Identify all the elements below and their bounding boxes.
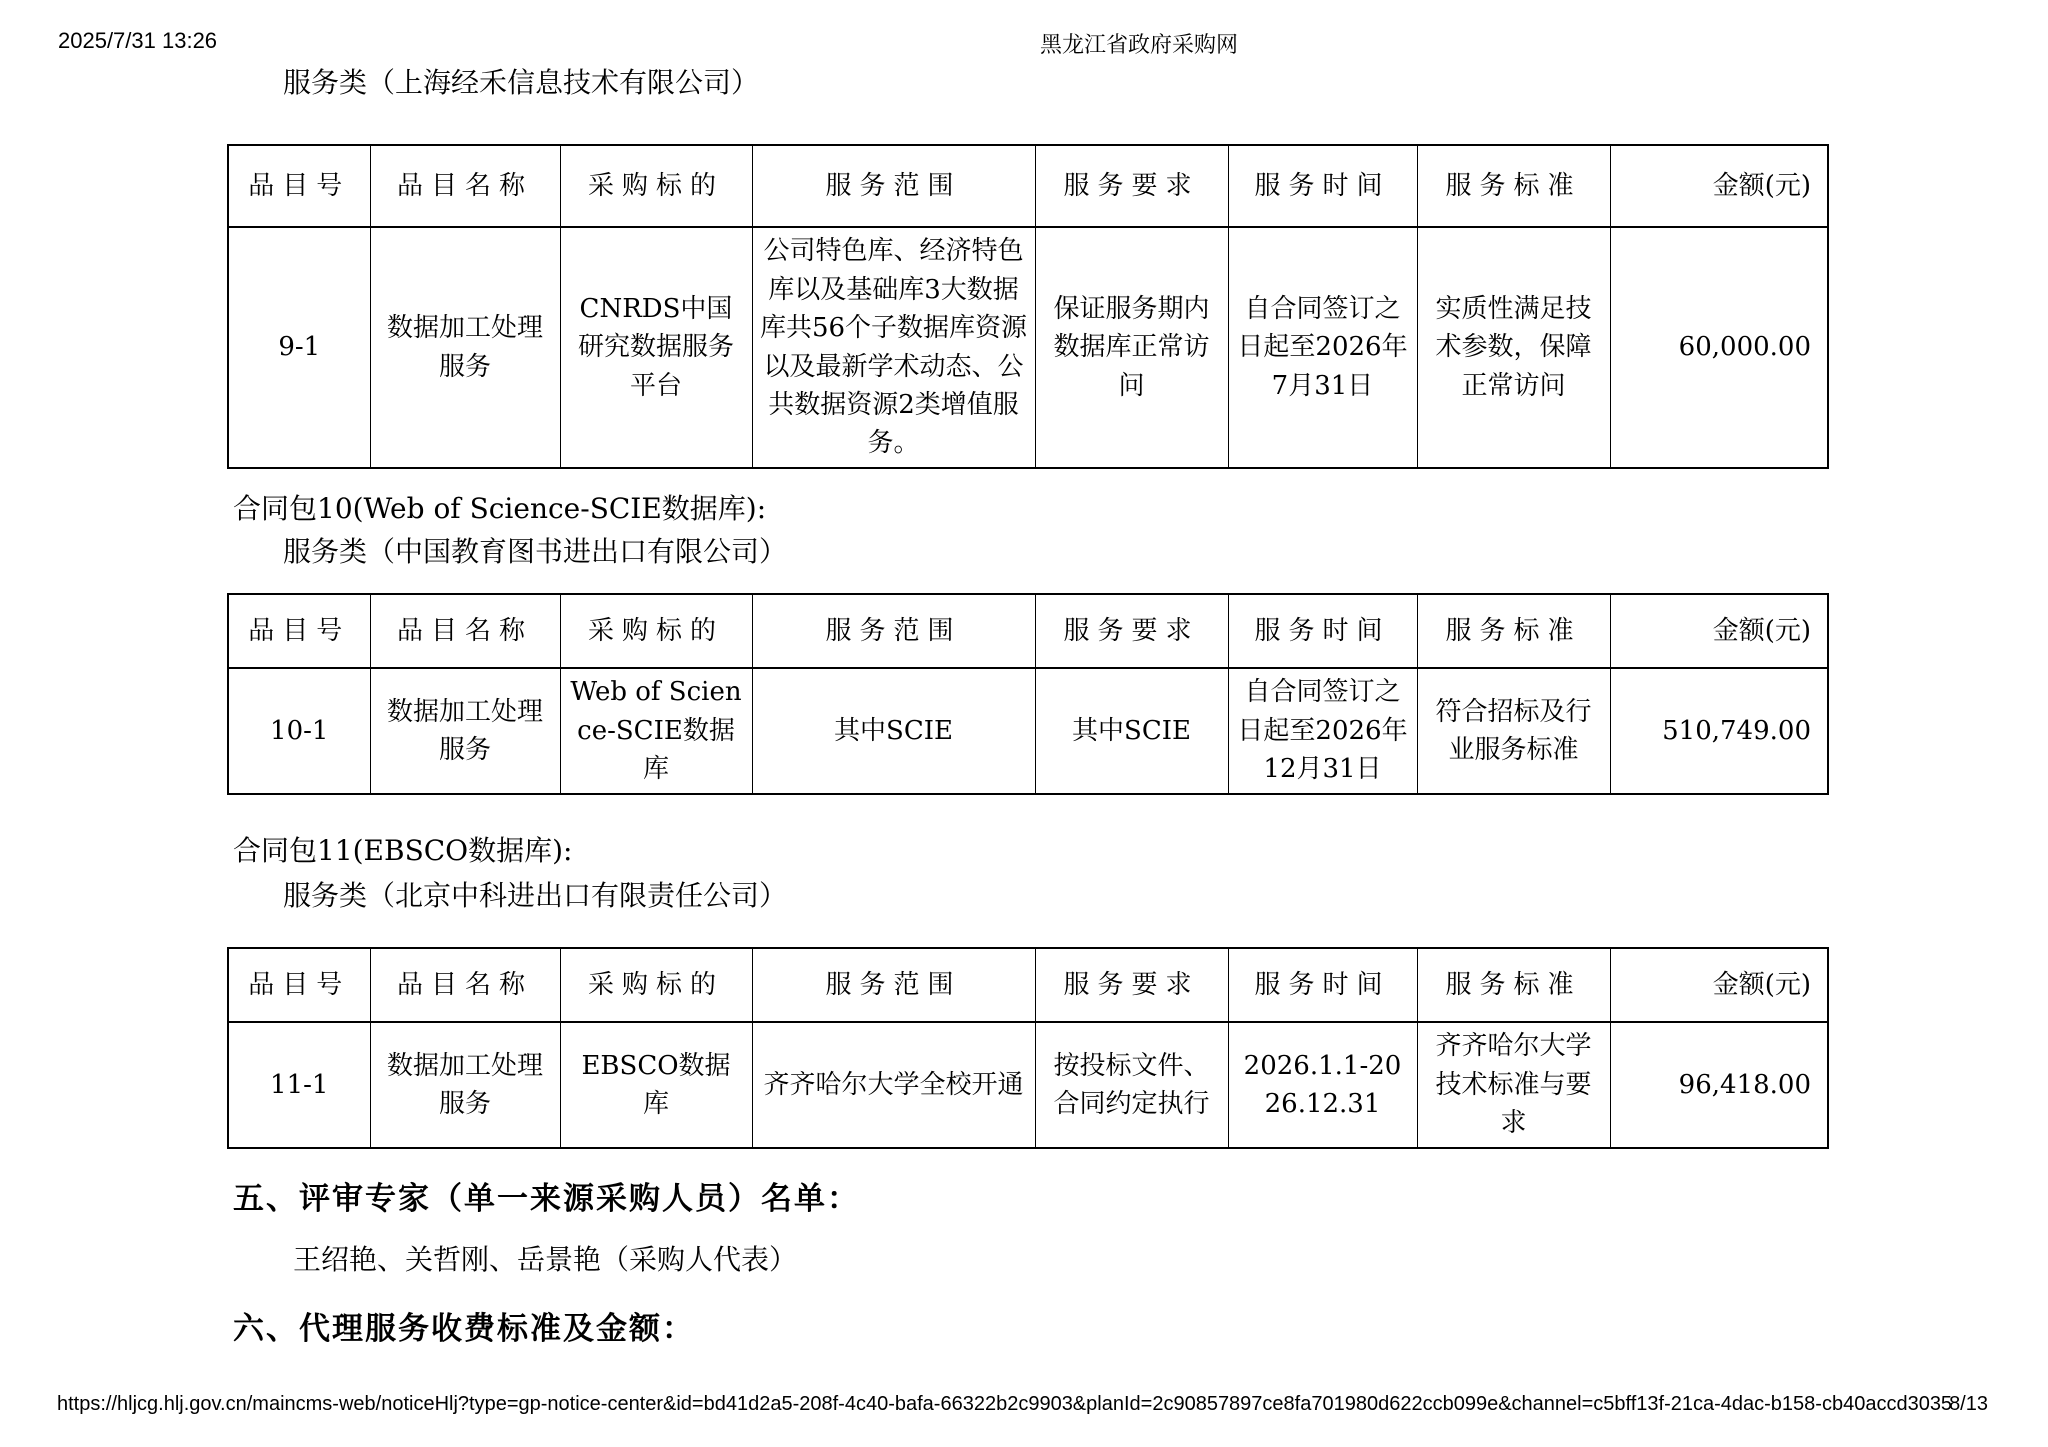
cell-target: EBSCO数据库 xyxy=(560,1022,752,1148)
col-header-scope: 服务范围 xyxy=(752,145,1035,227)
col-header-time: 服务时间 xyxy=(1228,594,1417,668)
col-header-item-no: 品目号 xyxy=(228,145,370,227)
print-timestamp: 2025/7/31 13:26 xyxy=(58,28,218,53)
col-header-item-name: 品目名称 xyxy=(370,145,560,227)
col-header-standard: 服务标准 xyxy=(1417,948,1610,1022)
cell-time: 自合同签订之日起至2026年12月31日 xyxy=(1228,668,1417,794)
col-header-target: 采购标的 xyxy=(560,948,752,1022)
col-header-standard: 服务标准 xyxy=(1417,594,1610,668)
service-line-package10: 服务类（中国教育图书进出口有限公司） xyxy=(283,535,788,568)
cell-item-name: 数据加工处理服务 xyxy=(370,1022,560,1148)
contract-table-package9 xyxy=(227,144,1829,469)
col-header-target: 采购标的 xyxy=(560,145,752,227)
cell-item-no: 10-1 xyxy=(228,668,370,794)
cell-item-no: 9-1 xyxy=(228,227,370,468)
cell-item-no: 11-1 xyxy=(228,1022,370,1148)
cell-standard: 符合招标及行业服务标准 xyxy=(1417,668,1610,794)
cell-target: CNRDS中国研究数据服务平台 xyxy=(560,227,752,468)
col-header-target: 采购标的 xyxy=(560,594,752,668)
col-header-standard: 服务标准 xyxy=(1417,145,1610,227)
col-header-requirement: 服务要求 xyxy=(1035,594,1228,668)
cell-target: Web of Science-SCIE数据库 xyxy=(560,668,752,794)
col-header-requirement: 服务要求 xyxy=(1035,145,1228,227)
cell-amount: 510,749.00 xyxy=(1610,668,1828,794)
col-header-item-no: 品目号 xyxy=(228,594,370,668)
page-number: 8/13 xyxy=(1949,1393,1988,1415)
cell-scope: 齐齐哈尔大学全校开通 xyxy=(752,1022,1035,1148)
contract-table-package10 xyxy=(227,593,1829,795)
cell-scope: 其中SCIE xyxy=(752,668,1035,794)
site-title: 黑龙江省政府采购网 xyxy=(1040,32,1239,57)
document-body xyxy=(227,66,1827,1349)
col-header-requirement: 服务要求 xyxy=(1035,948,1228,1022)
cell-item-name: 数据加工处理服务 xyxy=(370,227,560,468)
table-header-row xyxy=(228,948,1828,1022)
cell-requirement: 保证服务期内数据库正常访问 xyxy=(1035,227,1228,468)
package-line-11: 合同包11(EBSCO数据库): xyxy=(233,834,573,867)
col-header-scope: 服务范围 xyxy=(752,948,1035,1022)
col-header-amount: 金额(元) xyxy=(1610,594,1828,668)
table-header-row xyxy=(228,594,1828,668)
cell-amount: 96,418.00 xyxy=(1610,1022,1828,1148)
cell-time: 自合同签订之日起至2026年7月31日 xyxy=(1228,227,1417,468)
col-header-scope: 服务范围 xyxy=(752,594,1035,668)
col-header-time: 服务时间 xyxy=(1228,145,1417,227)
col-header-amount: 金额(元) xyxy=(1610,948,1828,1022)
package-line-10: 合同包10(Web of Science-SCIE数据库): xyxy=(233,492,767,525)
cell-requirement: 其中SCIE xyxy=(1035,668,1228,794)
cell-amount: 60,000.00 xyxy=(1610,227,1828,468)
col-header-item-name: 品目名称 xyxy=(370,594,560,668)
cell-time: 2026.1.1-2026.12.31 xyxy=(1228,1022,1417,1148)
print-footer-url: https://hljcg.hlj.gov.cn/maincms-web/noticeHlj?type=gp-notice-center&id=bd41d2a5-208f-4c40-bafa-66322b2c9903&planId=2c90857897ce8fa701980d622ccb099e&channel=c5bff13f-21ca-4dac-b158-cb40accd3035 xyxy=(57,1393,1953,1415)
contract-table-package11 xyxy=(227,947,1829,1149)
expert-names: 王绍艳、关哲刚、岳景艳（采购人代表） xyxy=(293,1243,798,1276)
table-row-10-1 xyxy=(228,668,1828,794)
cell-standard: 齐齐哈尔大学技术标准与要求 xyxy=(1417,1022,1610,1148)
service-line-package11: 服务类（北京中科进出口有限责任公司） xyxy=(283,879,788,912)
table-row-9-1 xyxy=(228,227,1828,468)
section-title-agency-fee: 六、代理服务收费标准及金额： xyxy=(233,1311,695,1347)
cell-scope: 公司特色库、经济特色库以及基础库3大数据库共56个子数据库资源以及最新学术动态、公共数据资源2类增值服务。 xyxy=(752,227,1035,468)
col-header-item-name: 品目名称 xyxy=(370,948,560,1022)
col-header-item-no: 品目号 xyxy=(228,948,370,1022)
cell-item-name: 数据加工处理服务 xyxy=(370,668,560,794)
table-row-11-1 xyxy=(228,1022,1828,1148)
table-header-row xyxy=(228,145,1828,227)
col-header-time: 服务时间 xyxy=(1228,948,1417,1022)
cell-requirement: 按投标文件、合同约定执行 xyxy=(1035,1022,1228,1148)
service-line-package9: 服务类（上海经禾信息技术有限公司） xyxy=(283,66,760,99)
cell-standard: 实质性满足技术参数，保障正常访问 xyxy=(1417,227,1610,468)
section-title-experts: 五、评审专家（单一来源采购人员）名单： xyxy=(233,1181,860,1217)
col-header-amount: 金额(元) xyxy=(1610,145,1828,227)
